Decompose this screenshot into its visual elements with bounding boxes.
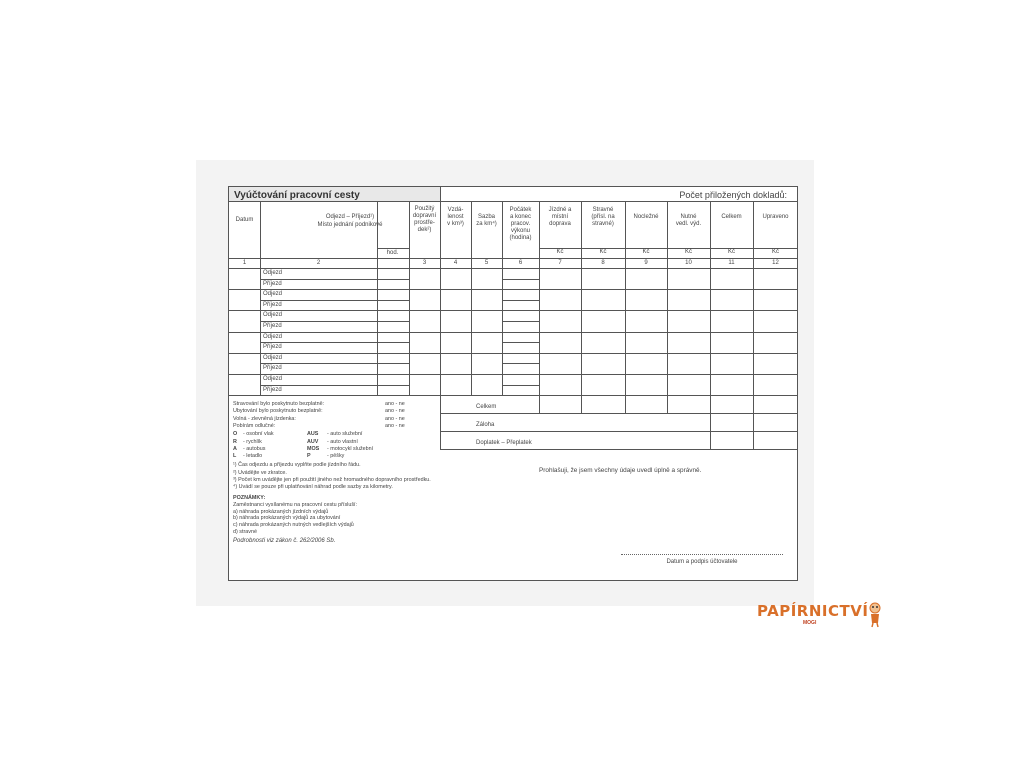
row-line (260, 353, 409, 354)
row-label: Příjezd (263, 386, 282, 393)
header-necessary-line: Nutné (680, 214, 697, 220)
row-label: Odjezd (263, 312, 283, 319)
footnote: ²) Uvádějte ve zkratce. (233, 469, 287, 476)
header-transport-line: Použitý (414, 206, 435, 212)
header-necessary-line: vedl. výd. (675, 221, 702, 227)
summary-line (440, 395, 441, 449)
transport-code-text: - osobní vlak (243, 431, 274, 438)
row-line (260, 363, 409, 364)
footnote: ³) Počet km uvádějte jen při použití jiného než hromadného dopravního prostředku. (233, 476, 431, 483)
column-number: 12 (772, 260, 779, 266)
row-label: Odjezd (263, 270, 283, 276)
row-line (260, 374, 409, 375)
header-fares-line: Jízdné a (548, 207, 572, 213)
currency-label: Kč (771, 249, 779, 255)
row-line (409, 289, 798, 290)
column-line (625, 201, 626, 395)
row-line (260, 342, 409, 343)
transport-code-text: - auto služební (327, 431, 363, 438)
travel-expense-form (228, 186, 798, 581)
summary-line (539, 395, 540, 413)
row-line (409, 310, 798, 311)
summary-line (753, 395, 754, 449)
transport-code: MOS (307, 445, 320, 452)
column-number: 2 (316, 260, 321, 266)
question-label: Volná - zlevněná jízdenka: (233, 415, 296, 422)
column-line (581, 201, 582, 395)
header-rate-line: za km⁴) (476, 221, 497, 227)
header-transport-line: prostře- (414, 220, 435, 226)
column-number: 8 (601, 260, 605, 266)
row-line (502, 363, 539, 364)
header-hod: hod. (386, 250, 399, 256)
header-distance-line: Vzdá- (447, 207, 464, 213)
row-line (229, 395, 260, 396)
row-line (260, 395, 409, 396)
row-label: Příjezd (263, 365, 282, 372)
signature-line (621, 554, 783, 555)
poznamky-title: POZNÁMKY: (233, 495, 266, 502)
question-answer: ano - ne (385, 415, 405, 422)
transport-code-text: - letadlo (243, 453, 263, 460)
signature-caption: Datum a podpis účtovatele (666, 559, 738, 565)
row-label: Příjezd (263, 344, 282, 351)
row-line (260, 300, 409, 301)
transport-code: AUS (307, 431, 319, 438)
header-transport-line: dopravní (412, 213, 437, 219)
column-line (471, 201, 472, 395)
poznamky-item: Zaměstnanci vysílanému na pracovní cestu přísluší: (233, 502, 358, 509)
header-distance-line: v km³) (447, 221, 464, 227)
column-number: 5 (484, 260, 489, 266)
row-line (229, 332, 260, 333)
column-line (260, 201, 261, 395)
row-line (409, 353, 798, 354)
poznamky-item: b) náhrada prokázaných výdajů za ubytování (233, 515, 341, 522)
summary-line (667, 395, 668, 413)
attachments-count-label: Počet přiložených dokladů: (679, 190, 787, 200)
column-line (710, 201, 711, 395)
header-meals-line: (přísl. na (591, 214, 615, 220)
row-line (502, 279, 539, 280)
header-rate-line: Sazba (477, 214, 495, 220)
question-label: Ubytování bylo poskytnuto bezplatně: (233, 408, 323, 415)
currency-label: Kč (556, 249, 564, 255)
poznamky-item: d) stravné (233, 528, 257, 535)
currency-label: Kč (727, 249, 735, 255)
hod-line (377, 248, 409, 249)
poznamky-item: c) náhrada prokázaných nutných vedlejších výdajů (233, 522, 354, 528)
logo-subtext: MOGI (803, 620, 817, 626)
header-top-line (229, 201, 798, 202)
column-number: 10 (685, 260, 692, 266)
column-line (440, 201, 441, 395)
currency-label: Kč (684, 249, 692, 255)
row-line (409, 374, 798, 375)
row-line (229, 374, 260, 375)
header-total-line: Celkem (721, 214, 742, 220)
row-line (260, 332, 409, 333)
transport-code-text: - motocykl služební (327, 445, 374, 452)
row-line (229, 289, 260, 290)
transport-code-text: - pěšky (327, 453, 345, 460)
transport-code: L (233, 453, 237, 460)
transport-code: A (233, 445, 237, 452)
law-reference: Podrobnosti viz zákon č. 262/2006 Sb. (233, 538, 336, 545)
summary-celkem: Celkem (476, 404, 497, 410)
row-line (229, 353, 260, 354)
column-number: 1 (242, 260, 247, 266)
form-title: Vyúčtování pracovní cesty (234, 190, 360, 201)
header-route: Odjezd – Příjezd¹) (325, 214, 375, 220)
transport-code: R (233, 438, 237, 445)
header-fares-line: doprava (549, 221, 571, 227)
row-label: Odjezd (263, 354, 283, 361)
header-begin-end-line: pracov. (510, 221, 531, 227)
header-begin-end-line: Počátek (509, 207, 532, 213)
header-begin-end-line: (hodina) (509, 235, 532, 241)
currency-label: Kč (599, 249, 607, 255)
row-line (260, 289, 409, 290)
number-row-bottom (229, 268, 798, 269)
header-begin-end-line: a konec (509, 214, 531, 220)
transport-code-text: - auto vlastní (327, 438, 358, 445)
summary-line (710, 395, 711, 449)
column-number: 3 (422, 260, 427, 266)
header-fares-line: místní (551, 214, 569, 220)
header-adjusted-line: Upraveno (762, 214, 789, 220)
footnote: ⁴) Uvádí se pouze při uplatňování náhrad podle sazby za kilometry. (233, 484, 393, 490)
column-number: 7 (558, 260, 562, 266)
question-answer: ano - ne (385, 408, 405, 415)
question-label: Stravování bylo poskytnuto bezplatně: (233, 401, 325, 407)
row-line (260, 321, 409, 322)
row-line (260, 385, 409, 386)
summary-doplatek: Doplatek – Přeplatek (476, 440, 532, 446)
question-label: Pobírám odlučné: (233, 422, 276, 429)
transport-code: P (307, 453, 311, 460)
declaration-text: Prohlašuji, že jsem všechny údaje uvedl úplně a správně. (539, 467, 702, 474)
header-lodging-line: Nocležné (633, 214, 659, 220)
title-divider (440, 187, 441, 201)
poznamky-item: a) náhrada prokázaných jízdních výdajů (233, 508, 329, 515)
row-line (409, 395, 798, 396)
header-distance-line: lenost (447, 214, 464, 220)
summary-zaloha: Záloha (476, 422, 495, 428)
transport-code: O (233, 431, 238, 438)
row-label: Odjezd (263, 291, 283, 298)
column-number: 4 (453, 260, 458, 266)
column-number: 6 (518, 260, 523, 266)
question-answer: ano - ne (385, 401, 405, 407)
header-datum: Datum (235, 217, 254, 223)
row-label: Odjezd (263, 333, 283, 340)
column-line (539, 201, 540, 395)
row-label: Příjezd (263, 323, 282, 329)
row-line (502, 342, 539, 343)
papirnictvi-logo (757, 602, 869, 626)
transport-code: AUV (307, 438, 319, 445)
logo-text: PAPÍRNICTVÍ (757, 602, 869, 620)
mascot-icon (867, 602, 883, 628)
row-line (502, 321, 539, 322)
column-line (667, 201, 668, 395)
footnote: ¹) Čas odjezdu a příjezdu vyplňte podle jízdního řádu. (233, 462, 361, 469)
row-line (502, 385, 539, 386)
header-route-place: Místo jednání podnikové (317, 222, 383, 228)
row-label: Příjezd (263, 301, 282, 308)
transport-code-text: - autobus (243, 445, 266, 452)
summary-line (581, 395, 582, 413)
row-line (502, 300, 539, 301)
summary-line (440, 413, 798, 414)
row-line (229, 310, 260, 311)
header-meals-line: Stravné (592, 207, 614, 213)
column-number: 11 (728, 260, 735, 266)
number-row-top (229, 258, 798, 259)
summary-line (440, 449, 798, 450)
row-line (260, 279, 409, 280)
transport-code-text: - rychlík (243, 438, 262, 445)
row-line (260, 310, 409, 311)
column-number: 9 (644, 260, 648, 266)
currency-label: Kč (642, 249, 650, 255)
row-label: Příjezd (263, 280, 282, 287)
summary-line (440, 431, 798, 432)
summary-line (625, 395, 626, 413)
row-label: Odjezd (263, 376, 283, 382)
question-answer: ano - ne (385, 422, 405, 429)
header-begin-end-line: výkonu (510, 228, 530, 234)
header-transport-line: dek²) (417, 227, 432, 233)
column-line (377, 201, 378, 395)
row-line (409, 332, 798, 333)
header-meals-line: stravné) (592, 221, 614, 227)
column-line (753, 201, 754, 395)
